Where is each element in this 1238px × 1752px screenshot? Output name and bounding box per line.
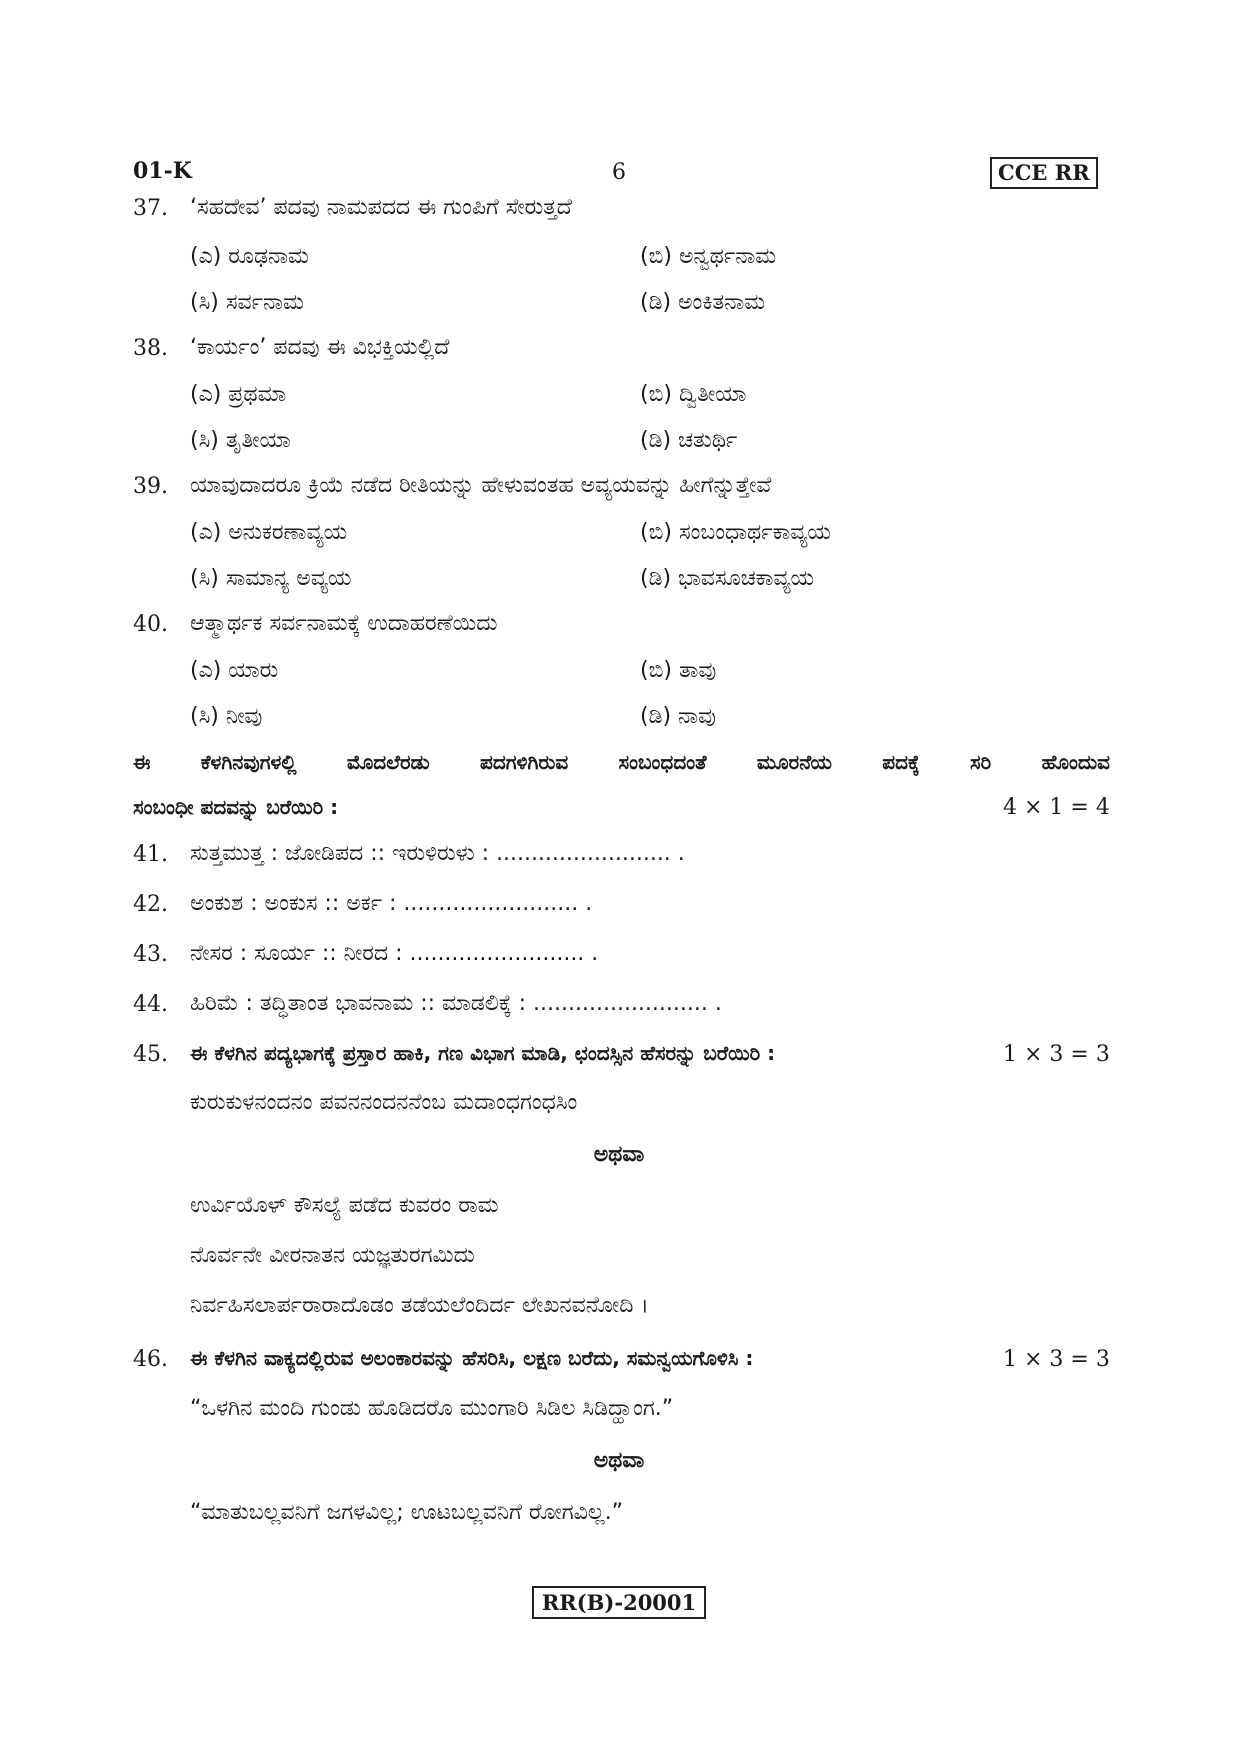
q39-option-b: (ಬಿ) ಸಂಬಂಧಾರ್ಥಕಾವ್ಯಯ — [640, 520, 831, 545]
q45-marks: 1 × 3 = 3 — [1003, 1042, 1110, 1067]
q41-number: 41. — [133, 842, 168, 867]
q42-text: ಅಂಕುಶ : ಅಂಕುಸ :: ಅರ್ಕ : ......................... . — [190, 891, 593, 916]
q46-text: ಈ ಕೆಳಗಿನ ವಾಕ್ಯದಲ್ಲಿರುವ ಅಲಂಕಾರವನ್ನು ಹೆಸರಿಸಿ, ಲಕ್ಷಣ ಬರೆದು, ಸಮನ್ವಯಗೊಳಿಸಿ : — [190, 1346, 754, 1370]
q44-text: ಹಿರಿಮೆ : ತದ್ಧಿತಾಂತ ಭಾವನಾಮ :: ಮಾಡಲಿಕ್ಕೆ : ......................... . — [190, 991, 722, 1016]
q37-option-b: (ಬಿ) ಅನ್ವರ್ಥನಾಮ — [640, 244, 777, 269]
q39-option-a: (ಎ) ಅನುಕರಣಾವ್ಯಯ — [190, 520, 348, 545]
q39-text: ಯಾವುದಾದರೂ ಕ್ರಿಯೆ ನಡೆದ ರೀತಿಯನ್ನು ಹೇಳುವಂತಹ ಅವ್ಯಯವನ್ನು ಹೀಗೆನ್ನುತ್ತೇವೆ — [190, 473, 772, 498]
q46-or: ಅಥವಾ — [593, 1448, 645, 1473]
q45-text: ಈ ಕೆಳಗಿನ ಪದ್ಯಭಾಗಕ್ಕೆ ಪ್ರಸ್ತಾರ ಹಾಕಿ, ಗಣ ವಿಭಾಗ ಮಾಡಿ, ಛಂದಸ್ಸಿನ ಹೆಸರನ್ನು ಬರೆಯಿರಿ : — [190, 1041, 776, 1065]
q45-alt-line3: ನಿರ್ವಹಿಸಲಾರ್ಪರಾರಾದೊಡಂ ತಡೆಯಲೆಂದಿರ್ದ ಲೇಖನವನೋದಿ । — [190, 1293, 649, 1318]
series-badge: CCE RR — [990, 157, 1098, 189]
section-instruction-line1: ಈ ಕೆಳಗಿನವುಗಳಲ್ಲಿ ಮೊದಲೆರಡು ಪದಗಳಿಗಿರುವ ಸಂಬಂಧದಂತೆ ಮೂರನೆಯ ಪದಕ್ಕೆ ಸರಿ ಹೊಂದುವ — [133, 750, 1110, 774]
q45-alt-line1: ಉರ್ವಿಯೊಳ್ ಕೌಸಲ್ಯೆ ಪಡೆದ ಕುವರಂ ರಾಮ — [190, 1193, 499, 1218]
q43-number: 43. — [133, 942, 168, 967]
section-instruction-line2: ಸಂಬಂಧೀ ಪದವನ್ನು ಬರೆಯಿರಿ : — [133, 795, 339, 819]
q38-text: ‘ಕಾರ್ಯಂ’ ಪದವು ಈ ವಿಭಕ್ತಿಯಲ್ಲಿದೆ — [190, 335, 450, 360]
q38-option-d: (ಡಿ) ಚತುರ್ಥಿ — [640, 428, 738, 453]
q41-text: ಸುತ್ತಮುತ್ತ : ಜೋಡಿಪದ :: ಇರುಳಿರುಳು : ......................... . — [190, 841, 685, 866]
q39-option-c: (ಸಿ) ಸಾಮಾನ್ಯ ಅವ್ಯಯ — [190, 566, 352, 591]
q38-option-c: (ಸಿ) ತೃತೀಯಾ — [190, 428, 291, 453]
q39-number: 39. — [133, 474, 168, 499]
q37-text: ‘ಸಹದೇವ’ ಪದವು ನಾಮಪದದ ಈ ಗುಂಪಿಗೆ ಸೇರುತ್ತದೆ — [190, 195, 572, 220]
q42-number: 42. — [133, 892, 168, 917]
q38-option-b: (ಬಿ) ದ್ವಿತೀಯಾ — [640, 382, 747, 407]
page-number: 6 — [612, 160, 626, 185]
q46-alt-sentence: “ಮಾತುಬಲ್ಲವನಿಗೆ ಜಗಳವಿಲ್ಲ; ಊಟಬಲ್ಲವನಿಗೆ ರೋಗವಿಲ್ಲ.” — [190, 1500, 624, 1525]
q46-sentence: “ಒಳಗಿನ ಮಂದಿ ಗುಂಡು ಹೊಡಿದರೊ ಮುಂಗಾರಿ ಸಿಡಿಲ ಸಿಡಿದ್ಹಾಂಗ.” — [190, 1396, 674, 1421]
q37-option-c: (ಸಿ) ಸರ್ವನಾಮ — [190, 290, 304, 315]
q39-option-d: (ಡಿ) ಭಾವಸೂಚಕಾವ್ಯಯ — [640, 566, 815, 591]
footer — [0, 1590, 1238, 1615]
q38-option-a: (ಎ) ಪ್ರಥಮಾ — [190, 382, 287, 407]
q40-number: 40. — [133, 612, 168, 637]
q45-or: ಅಥವಾ — [593, 1142, 645, 1167]
paper-code: 01-K — [133, 158, 192, 184]
q45-verse: ಕುರುಕುಳನಂದನಂ ಪವನನಂದನನೆಂಬ ಮದಾಂಧಗಂಧಸಿಂ — [190, 1090, 578, 1115]
q44-number: 44. — [133, 992, 168, 1017]
q46-number: 46. — [133, 1347, 168, 1372]
q38-number: 38. — [133, 336, 168, 361]
section-marks: 4 × 1 = 4 — [1003, 795, 1110, 820]
q40-option-a: (ಎ) ಯಾರು — [190, 658, 279, 683]
q37-option-d: (ಡಿ) ಅಂಕಿತನಾಮ — [640, 290, 766, 315]
q40-option-c: (ಸಿ) ನೀವು — [190, 704, 263, 729]
q45-alt-line2: ನೊರ್ವನೇ ವೀರನಾತನ ಯಜ್ಞತುರಗಮಿದು — [190, 1243, 475, 1268]
q37-option-a: (ಎ) ರೂಢನಾಮ — [190, 244, 309, 269]
q40-option-d: (ಡಿ) ನಾವು — [640, 704, 716, 729]
q45-number: 45. — [133, 1042, 168, 1067]
q40-text: ಆತ್ಮಾರ್ಥಕ ಸರ್ವನಾಮಕ್ಕೆ ಉದಾಹರಣೆಯಿದು — [190, 611, 498, 636]
q37-number: 37. — [133, 196, 168, 221]
q46-marks: 1 × 3 = 3 — [1003, 1347, 1110, 1372]
q43-text: ನೇಸರ : ಸೂರ್ಯ :: ನೀರದ : ......................... . — [190, 941, 599, 966]
footer-code: RR(B)-20001 — [532, 1586, 706, 1619]
q40-option-b: (ಬಿ) ತಾವು — [640, 658, 717, 683]
